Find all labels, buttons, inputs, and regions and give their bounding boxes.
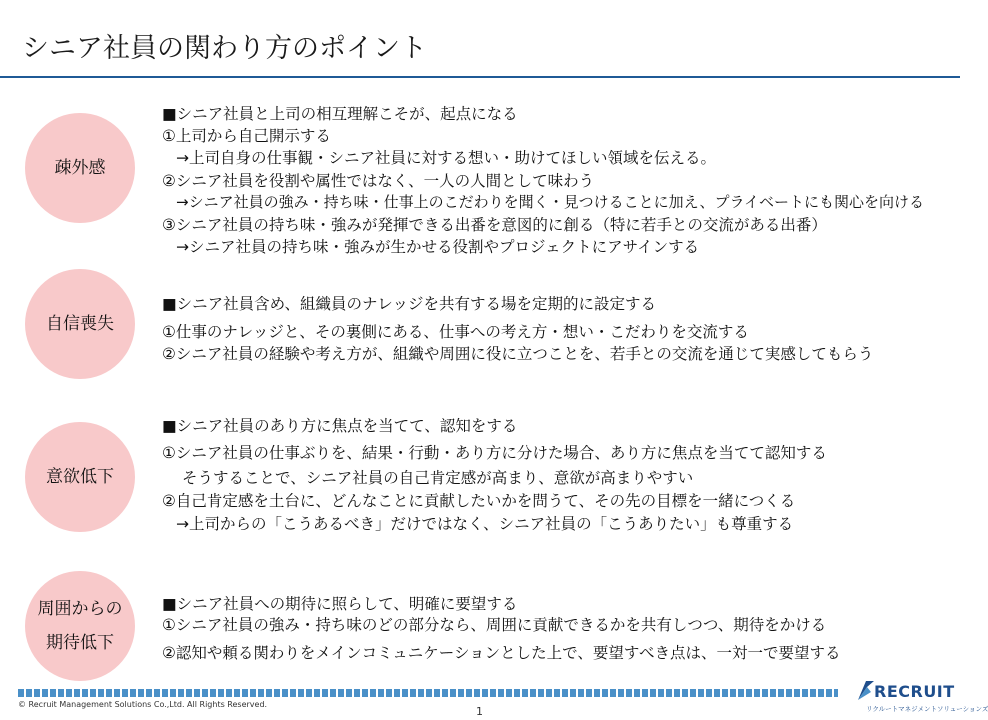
- section-heading: ■シニア社員と上司の相互理解こそが、起点になる: [162, 105, 518, 123]
- badge-label: 周囲からの: [37, 599, 123, 619]
- recruit-logo: [852, 678, 988, 718]
- badge-estrangement: [25, 113, 135, 223]
- badge-label: 自信喪失: [46, 314, 114, 334]
- section-heading: ■シニア社員のあり方に焦点を当てて、認知をする: [162, 417, 518, 435]
- footer-dotted-bar: [18, 689, 838, 697]
- badge-motivation-decline: [25, 422, 135, 532]
- section-line: ①仕事のナレッジと、その裏側にある、仕事への考え方・想い・こだわりを交流する: [162, 323, 749, 341]
- section-line: →上司からの「こうあるべき」だけではなく、シニア社員の「こうありたい」も尊重する: [176, 515, 794, 533]
- logo-subtext: リクルートマネジメントソリューションズ: [866, 705, 988, 713]
- section-line: ①シニア社員の仕事ぶりを、結果・行動・あり方に分けた場合、あり方に焦点を当てて認知する: [162, 444, 827, 462]
- title-divider: [0, 76, 960, 78]
- slide-title: シニア社員の関わり方のポイント: [22, 33, 427, 64]
- section-line: →シニア社員の強み・持ち味・仕事上のこだわりを聞く・見つけることに加え、プライベートにも関心を向ける: [176, 193, 925, 211]
- section-line: ②シニア社員を役割や属性ではなく、一人の人間として味わう: [162, 172, 595, 190]
- section-line: ②認知や頼る関わりをメインコミュニケーションとした上で、要望すべき点は、一対一で要望する: [162, 644, 841, 662]
- section-line: ①上司から自己開示する: [162, 127, 331, 145]
- badge-expectation-decline: [25, 571, 135, 681]
- logo-wordmark: RECRUIT: [874, 682, 955, 701]
- copyright-text: © Recruit Management Solutions Co.,Ltd. All Rights Reserved.: [18, 700, 268, 709]
- badge-label: 疎外感: [54, 158, 106, 178]
- section-heading: ■シニア社員への期待に照らして、明確に要望する: [162, 595, 518, 613]
- section-line: ①シニア社員の強み・持ち味のどの部分なら、周囲に貢献できるかを共有しつつ、期待をかける: [162, 616, 827, 634]
- page-number: 1: [476, 705, 483, 718]
- badge-label: 意欲低下: [46, 467, 114, 487]
- badge-label: 期待低下: [46, 633, 114, 653]
- section-line: ③シニア社員の持ち味・強みが発揮できる出番を意図的に創る（特に若手との交流がある出番）: [162, 216, 827, 234]
- section-heading: ■シニア社員含め、組織員のナレッジを共有する場を定期的に設定する: [162, 295, 657, 313]
- section-line: ②シニア社員の経験や考え方が、組織や周囲に役に立つことを、若手との交流を通じて実感してもらう: [162, 345, 874, 363]
- section-line: →上司自身の仕事観・シニア社員に対する想い・助けてほしい領域を伝える。: [176, 149, 716, 167]
- section-line: →シニア社員の持ち味・強みが生かせる役割やプロジェクトにアサインする: [176, 238, 700, 256]
- section-line: そうすることで、シニア社員の自己肯定感が高まり、意欲が高まりやすい: [182, 469, 694, 487]
- badge-loss-of-confidence: [25, 269, 135, 379]
- section-line: ②自己肯定感を土台に、どんなことに貢献したいかを問うて、その先の目標を一緒につくる: [162, 492, 796, 510]
